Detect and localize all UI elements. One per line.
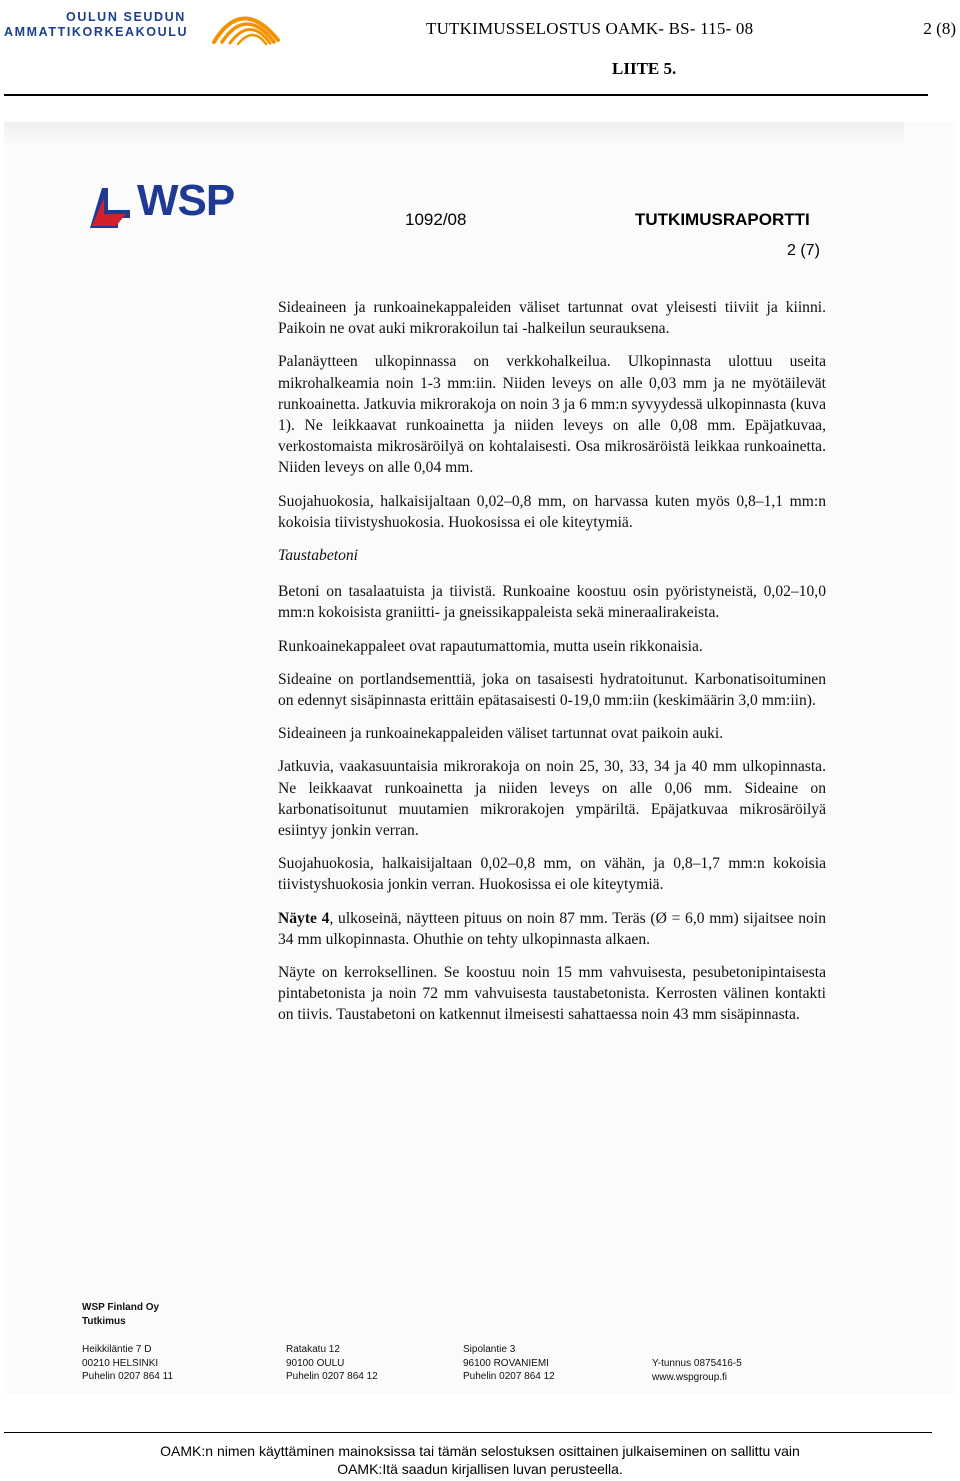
address-city: 96100 ROVANIEMI xyxy=(463,1357,549,1369)
paragraph: Suojahuokosia, halkaisijaltaan 0,02–0,8 mm, on harvassa kuten myös 0,8–1,1 mm:n kokoisia tiivistyshuokosia. Huokosissa ei ole kiteytymiä. xyxy=(278,492,826,531)
company-id-block xyxy=(652,1357,742,1384)
address-city: 90100 OULU xyxy=(286,1357,345,1369)
footer-line1: OAMK:n nimen käyttäminen mainoksissa tai tämän selostuksen osittainen julkaiseminen on sallittu vain xyxy=(160,1443,800,1459)
document-reference: 1092/08 xyxy=(405,210,467,229)
page-number: 2 (8) xyxy=(923,19,956,38)
footer-divider xyxy=(4,1432,932,1433)
document-page-number: 2 (7) xyxy=(787,242,820,259)
oamk-logo-text xyxy=(4,10,204,40)
section-heading: Taustabetoni xyxy=(278,547,359,565)
company-unit: Tutkimus xyxy=(82,1315,126,1327)
wsp-logo-icon xyxy=(88,180,138,230)
paragraph: Sideaine on portlandsementtiä, joka on tasaisesti hydratoitunut. Karbonatisoituminen on edennyt sisäpinnasta erittäin epätasaisesti 0-19,0 mm:iin (keskimäärin 3,0 mm:iin). xyxy=(278,670,826,710)
paragraph-text: , ulkoseinä, näytteen pituus on noin 87 mm. Teräs (Ø = 6,0 mm) sijaitsee noin 34 mm ulkopinnasta. Ohuthie on tehty ulkopinnasta alkaen. xyxy=(278,909,826,948)
scan-edge-shadow xyxy=(4,122,904,144)
rovaniemi-address xyxy=(463,1343,555,1384)
oamk-logo-icon xyxy=(208,2,284,46)
wsp-logo-text: WSP xyxy=(137,176,235,225)
address-street: Ratakatu 12 xyxy=(286,1344,340,1355)
website: www.wspgroup.fi xyxy=(652,1371,728,1383)
paragraph: Jatkuvia, vaakasuuntaisia mikrorakoja on noin 25, 30, 33, 34 ja 40 mm ulkopinnasta. Ne leikkaavat runkoainetta ja niiden leveys on alle 0,06 mm. Sideaine on karbonatisoitunut muutamien mikrorakojen ympäriltä. Epäjatkuvaa mikrosäröilyä esiintyy jonkin verran. xyxy=(278,758,826,840)
report-body xyxy=(278,297,826,1038)
sample-label: Näyte 4 xyxy=(278,909,330,927)
appendix-label: LIITE 5. xyxy=(612,59,677,78)
address-phone: Puhelin 0207 864 12 xyxy=(463,1371,555,1382)
address-street: Sipolantie 3 xyxy=(463,1344,516,1355)
address-phone: Puhelin 0207 864 11 xyxy=(82,1371,174,1382)
address-phone: Puhelin 0207 864 12 xyxy=(286,1371,378,1382)
paragraph: Betoni on tasalaatuista ja tiivistä. Runkoaine koostuu osin pyöristyneistä, 0,02–10,0 mm:n kokoisista graniitti- ja gneissikappaleista sekä mineraalirakeista. xyxy=(278,583,826,622)
footer-notice xyxy=(0,1442,960,1478)
report-title: TUTKIMUSSELOSTUS OAMK- BS- 115- 08 xyxy=(426,19,754,38)
oamk-logo-line1: OULUN SEUDUN xyxy=(66,10,186,24)
wsp-company-block xyxy=(82,1301,159,1328)
footer-line2: OAMK:Itä saadun kirjallisen luvan perusteella. xyxy=(337,1461,623,1477)
business-id: Y-tunnus 0875416-5 xyxy=(652,1358,742,1369)
address-street: Heikkiläntie 7 D xyxy=(82,1344,152,1355)
helsinki-address xyxy=(82,1343,173,1384)
address-city: 00210 HELSINKI xyxy=(82,1357,159,1369)
oamk-logo-line2: AMMATTIKORKEAKOULU xyxy=(4,25,189,39)
paragraph: Runkoainekappaleet ovat rapautumattomia, mutta usein rikkonaisia. xyxy=(278,637,703,655)
paragraph: Suojahuokosia, halkaisijaltaan 0,02–0,8 mm, on vähän, ja 0,8–1,7 mm:n kokoisia tiivistyshuokosia jonkin verran. Huokosissa ei ole kiteytymiä. xyxy=(278,855,826,894)
oulu-address xyxy=(286,1343,378,1384)
paragraph: Sideaineen ja runkoainekappaleiden väliset tartunnat ovat yleisesti tiiviit ja kiinni. Paikoin ne ovat auki mikrorakoilun tai -halkeilun seurauksena. xyxy=(278,299,826,338)
paragraph: Sideaineen ja runkoainekappaleiden väliset tartunnat ovat paikoin auki. xyxy=(278,725,724,743)
paragraph: Näyte on kerroksellinen. Se koostuu noin 15 mm vahvuisesta, pesubetonipintaisesta pintabetonista ja noin 72 mm vahvuisesta taustabetonista. Kerrosten välinen kontakti on tiivis. Taustabetoni on katkennut ilmeisesti sahattaessa noin 43 mm sisäpinnasta. xyxy=(278,964,826,1024)
header-divider xyxy=(4,94,928,96)
document-title: TUTKIMUSRAPORTTI xyxy=(635,210,810,229)
paragraph xyxy=(278,908,826,950)
paragraph: Palanäytteen ulkopinnassa on verkkohalkeilua. Ulkopinnasta ulottuu useita mikrohalkeamia noin 1-3 mm:iin. Niiden leveys on alle 0,03 mm ja ne myötäilevät runkoainetta. Jatkuvia mikrorakoja on noin 3 ja 6 mm:n syvyydessä ulkopinnasta (kuva 1). Ne leikkaavat runkoainetta ja niiden leveys on alle 0,08 mm. Epäjatkuvaa, verkostomaista mikrosäröilyä on kohtalaisesti. Osa mikrosäröistä leikkaa runkoainetta. Niiden leveys on alle 0,04 mm. xyxy=(278,353,826,477)
company-name: WSP Finland Oy xyxy=(82,1302,160,1313)
